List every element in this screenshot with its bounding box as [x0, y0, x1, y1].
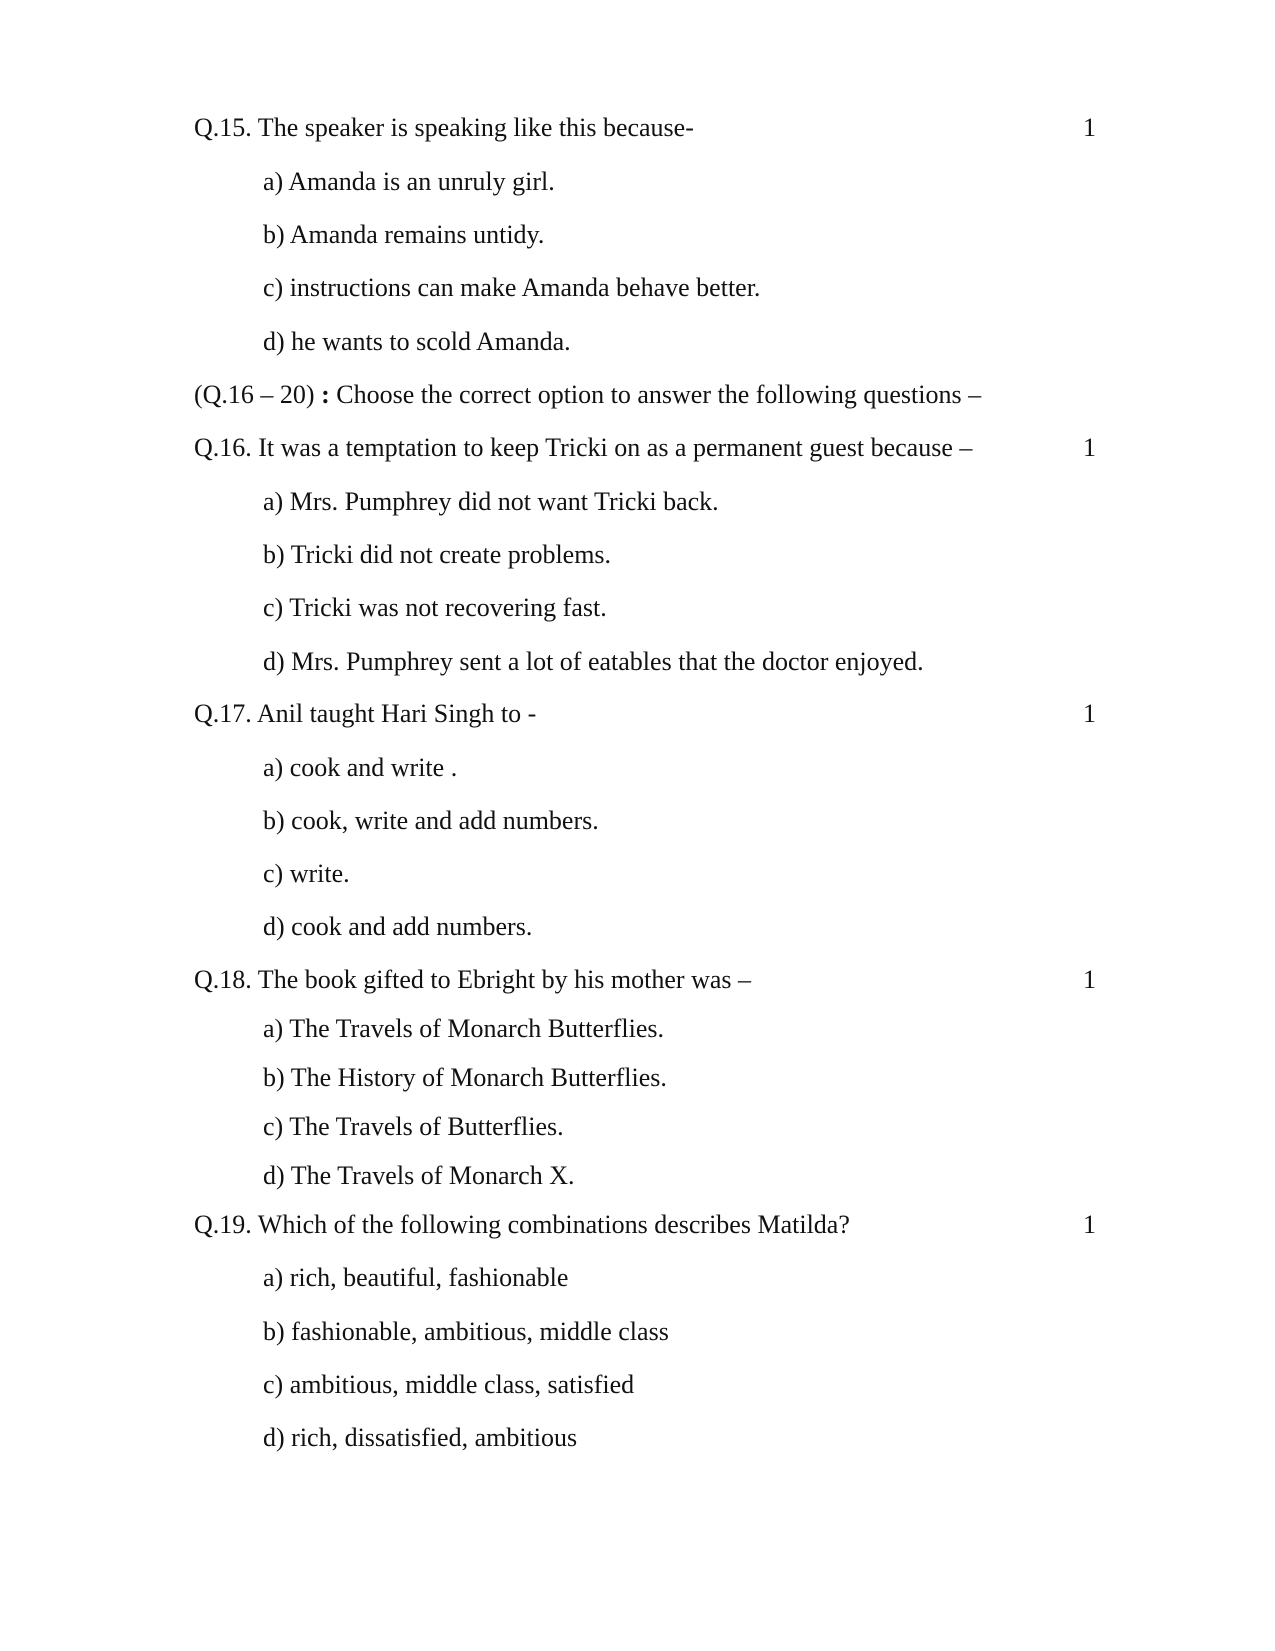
question-17-option-b: b) cook, write and add numbers.	[263, 806, 599, 835]
question-15-option-b: b) Amanda remains untidy.	[263, 220, 545, 249]
question-17-option-a: a) cook and write .	[263, 753, 458, 782]
section-range: (Q.16 – 20)	[194, 380, 322, 409]
question-18-option-d: d) The Travels of Monarch X.	[263, 1161, 575, 1190]
section-colon: :	[321, 380, 330, 409]
question-19-option-c: c) ambitious, middle class, satisfied	[263, 1370, 635, 1399]
section-instruction	[194, 379, 981, 411]
question-15: Q.15. The speaker is speaking like this because-	[194, 113, 694, 142]
question-19: Q.19. Which of the following combinations describes Matilda?	[194, 1210, 850, 1239]
question-15-option-c: c) instructions can make Amanda behave better.	[263, 273, 761, 302]
question-15-option-d: d) he wants to scold Amanda.	[263, 327, 571, 356]
question-15-marks: 1	[1083, 113, 1096, 142]
question-19-option-b: b) fashionable, ambitious, middle class	[263, 1317, 669, 1346]
question-18: Q.18. The book gifted to Ebright by his mother was –	[194, 965, 752, 994]
question-19-option-a: a) rich, beautiful, fashionable	[263, 1263, 569, 1292]
question-18-option-a: a) The Travels of Monarch Butterflies.	[263, 1014, 664, 1043]
question-16-option-a: a) Mrs. Pumphrey did not want Tricki back.	[263, 487, 719, 516]
section-instruction-text: Choose the correct option to answer the following questions –	[329, 380, 982, 409]
question-16-option-c: c) Tricki was not recovering fast.	[263, 593, 607, 622]
question-19-option-d: d) rich, dissatisfied, ambitious	[263, 1423, 578, 1452]
question-18-option-b: b) The History of Monarch Butterflies.	[263, 1063, 667, 1092]
question-18-option-c: c) The Travels of Butterflies.	[263, 1112, 564, 1141]
question-16-option-b: b) Tricki did not create problems.	[263, 540, 612, 569]
question-16-option-d: d) Mrs. Pumphrey sent a lot of eatables that the doctor enjoyed.	[263, 647, 924, 676]
question-17-marks: 1	[1083, 699, 1096, 728]
question-19-marks: 1	[1083, 1210, 1096, 1239]
question-17: Q.17. Anil taught Hari Singh to -	[194, 699, 537, 728]
question-17-option-d: d) cook and add numbers.	[263, 912, 533, 941]
question-16-marks: 1	[1083, 433, 1096, 462]
question-16: Q.16. It was a temptation to keep Tricki on as a permanent guest because –	[194, 433, 973, 462]
question-18-marks: 1	[1083, 965, 1096, 994]
question-15-option-a: a) Amanda is an unruly girl.	[263, 167, 555, 196]
question-17-option-c: c) write.	[263, 859, 350, 888]
